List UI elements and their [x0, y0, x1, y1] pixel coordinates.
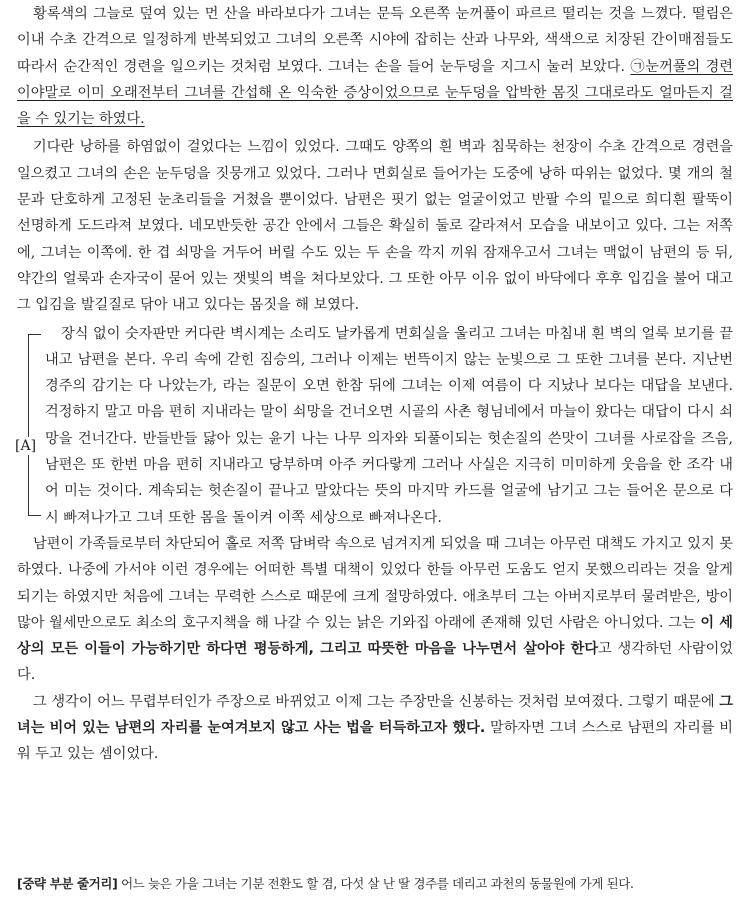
section-a-bracket: [28, 334, 41, 516]
omitted-summary-text: 어느 늦은 가을 그녀는 기분 전환도 할 겸, 다섯 살 난 딸 경주를 데리고 과천의 동물원에 가게 된다.: [117, 876, 634, 891]
paragraph-4-bold: 그녀는 비어 있는 남편의 자리를 눈여겨보지 않고 사는 법을 터득하고자 했다.: [17, 693, 733, 737]
omitted-summary: [17, 874, 733, 892]
underlined-sentence-a: ㉠눈꺼풀의 경련이야말로 이미 오래전부터 그녀를 간섭해 온 익숙한 증상이었으므로 눈두덩을 압박한 몸짓 그대로라도 얼마든지 걸을 수 있기는 하였다.: [17, 58, 733, 128]
paragraph-3-tail: 고 생각하던 사람이었다.: [17, 641, 733, 684]
paragraph-3-bold: 이 세상의 모든 이들이 가능하기만 하다면 평등하게, 그리고 따뜻한 마음을 나누면서 살아야 한다: [17, 614, 733, 658]
section-a: [17, 321, 733, 531]
paragraph-1: [17, 1, 733, 132]
section-a-text: 장식 없이 숫자판만 커다란 벽시계는 소리도 날카롭게 면회실을 울리고 그녀는 마침내 흰 벽의 얼룩 보기를 끝내고 남편을 본다. 우리 속에 갇힌 짐승의, 그러나 이제는 번뜩이지 않는 눈빛으로 그 또한 그녀를 본다. 지난번 경주의 감기는 다 나았는가, 라는 질문이 오면 한참 뒤에 그녀는 이제 여름이 다 지났나 보다는 대답을 보낸다. 걱정하지 말고 마음 편히 지내라는 말이 쇠망을 건너오면 시골의 사촌 형님네에서 마늘이 왔다는 대답이 다시 쇠망을 건너간다. 반들반들 닳아 있는 윤기 나는 나무 의자와 되풀이되는 헛손질의 쓴맛이 그녀를 사로잡을 즈음, 남편은 또 한번 마음 편히 지내라고 당부하며 아주 커다랗게 그러나 사실은 지극히 미미하게 웃음을 한 조각 내어 미는 것이다. 계속되는 헛손질이 끝나고 말았다는 뜻의 마지막 카드를 얼굴에 남기고 그는 들어온 문으로 다시 빠져나가고 그녀 또한 몸을 돌이켜 이쪽 세상으로 빠져나온다.: [45, 325, 733, 526]
section-a-label: [A]: [15, 437, 37, 454]
passage: [17, 0, 733, 768]
paragraph-2: 기다란 낭하를 하염없이 걸었다는 느낌이 있었다. 그때도 양쪽의 흰 벽과 침묵하는 천장이 수초 간격으로 경련을 일으켰고 그녀의 손은 눈두덩을 짓뭉개고 있었다. 그러나 면회실로 들어가는 도중에 낭하 따위는 없었다. 몇 개의 철문과 단호하게 고정된 눈초리들을 거쳤을 뿐이었다. 남편은 핏기 없는 얼굴이었고 반팔 수의 밑으로 희디흰 팔뚝이 선명하게 도드라져 보였다. 네모반듯한 공간 안에서 그들은 확실히 둘로 갈라져서 모습을 내보이고 있다. 그는 저쪽에, 그녀는 이쪽에. 한 겹 쇠망을 거두어 버릴 수도 있는 두 손을 깍지 끼워 잠재우고서 그녀는 맥없이 남편의 등 뒤, 약간의 얼룩과 손자국이 묻어 있는 잿빛의 벽을 쳐다보았다. 그 또한 아무 이유 없이 바닥에다 후후 입김을 불어 대고 그 입김을 발길질로 닦아 내고 있다는 몸짓을 해 보였다.: [17, 139, 733, 314]
paragraph-4: [17, 689, 733, 768]
paragraph-3-text: 남편이 가족들로부터 차단되어 홀로 저쪽 담벼락 속으로 넘겨지게 되었을 때 그녀는 아무런 대책도 가지고 있지 못하였다. 나중에 가서야 이런 경우에는 어떠한 특별 대책이 있었다 한들 아무런 도움도 얻지 못했으리라는 것을 알게 되기는 하였지만 처음에 그녀는 무력한 스스로 때문에 크게 절망하였다. 애초부터 그는 아버지로부터 물려받은, 방이 많아 월세만으로도 최소의 호구지책을 해 나갈 수 있는 낡은 기와집 아래에 존재해 있던 사람은 아니었다. 그는: [17, 535, 733, 631]
paragraph-3: [17, 531, 733, 689]
paragraph-4-tail: 말하자면 그녀 스스로 남편의 자리를 비워 두고 있는 셈이었다.: [17, 720, 733, 763]
omitted-summary-label: [중략 부분 줄거리]: [17, 876, 118, 891]
paragraph-4-text: 그 생각이 어느 무렵부터인가 주장으로 바뀌었고 이제 그는 주장만을 신봉하는 것처럼 보여졌다. 그렇기 때문에: [33, 693, 720, 710]
paragraph-1-text: 황록색의 그늘로 덮여 있는 먼 산을 바라보다가 그녀는 문득 오른쪽 눈꺼풀이 파르르 떨리는 것을 느꼈다. 떨림은 이내 수초 간격으로 일정하게 반복되었고 그녀의 오른쪽 시야에 잡히는 산과 나무와, 색색으로 치장된 간이매점들도 따라서 순간적인 경련을 일으키는 것처럼 보였다. 그녀는 손을 들어 눈두덩을 지그시 눌러 보았다.: [17, 6, 733, 75]
